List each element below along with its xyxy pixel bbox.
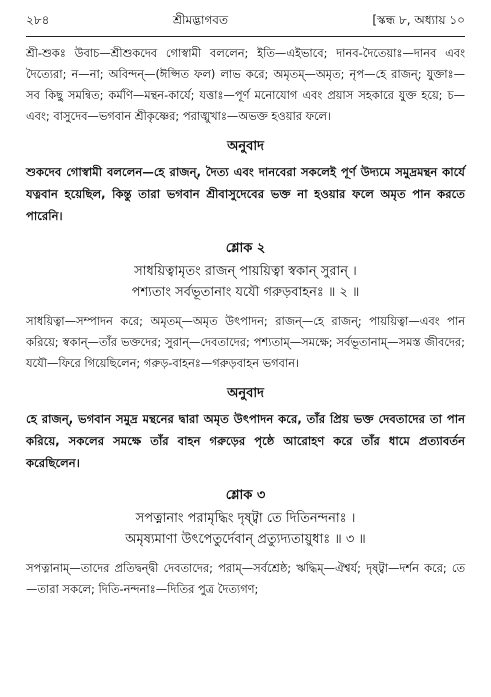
verse-2-line-2: পশ্যতাং সর্বভূতানাং যযৌ গরুড়বাহনঃ ॥ ২ ॥ xyxy=(131,285,360,300)
verse-3-line-2: অমৃষ্যমাণা উৎপেতুর্দেবান্ প্রত্যুদ্যতায়ুধাঃ ॥ ৩ ॥ xyxy=(125,532,366,547)
verse-2-title: শ্লোক ২ xyxy=(225,241,266,256)
word-gloss-1: শ্রী-শুকঃ উবাচ—শ্রীশুকদেব গোস্বামী বললেন; ইতি—এইভাবে; দানব-দৈতেয়াঃ—দানব এবং দৈত্যেরা; ন—না; অবিন্দন্—(ঈপ্সিত ফল) লাভ করে; অমৃতম্—অমৃত; নৃপ—হে রাজন্; যুক্তাঃ—সব কিছু সমন্বিত; কর্মণি—মন্থন-কার্যে; যত্তাঃ—পূর্ণ মনোযোগ এবং প্রয়াস সহকারে যুক্ত হয়ে; চ—এবং; বাসুদেব—ভগবান শ্রীকৃষ্ণের; পরাঙ্মুখাঃ—অভক্ত হওয়ার ফলে। xyxy=(26,46,465,123)
verse-3-line-1: সপত্নানাং পরামৃদ্ধিং দৃষ্ট্বা তে দিতিনন্দনাঃ । xyxy=(135,511,356,526)
word-gloss-3: সপত্নানাম্—তাদের প্রতিদ্বন্দ্বী দেবতাদের; পরাম্—সর্বশ্রেষ্ঠ; ঋদ্ধিম্—ঐশ্বর্য; দৃষ্ট্বা—দর্শন করে; তে—তারা সকলে; দিতি-নন্দনাঃ—দিতির পুত্র দৈত্যগণ; xyxy=(26,561,465,596)
verse-2-line-1: সাধয়িত্বামৃতং রাজন্ পায়য়িত্বা স্বকান্ সুরান্ । xyxy=(134,264,357,279)
running-header xyxy=(26,12,465,34)
verse-3 xyxy=(26,508,465,550)
verse-3-title: শ্লোক ৩ xyxy=(225,488,266,503)
translation-1: শুকদেব গোস্বামী বললেন—হে রাজন্, দৈত্য এবং দানবেরা সকলেই পূর্ণ উদ্যমে সমুদ্রমন্থন কার্যে যত্নবান হয়েছিল, কিন্তু তারা ভগবান শ্রীবাসুদেবের ভক্ত না হওয়ার ফলে অমৃত পান করতে পারেনি। xyxy=(26,165,465,223)
word-gloss-2: সাধয়িত্বা—সম্পাদন করে; অমৃতম্—অমৃত উৎপাদন; রাজন্—হে রাজন্; পায়য়িত্বা—এবং পান করিয়ে; স্বকান্—তাঁর ভক্তদের; সুরান্—দেবতাদের; পশ্যতাম্—সমক্ষে; সর্বভূতানাম্—সমস্ত জীবদের; যযৌ—ফিরে গিয়েছিলেন; গরুড়-বাহনঃ—গরুড়বাহন ভগবান। xyxy=(26,314,465,370)
book-title: শ্রীমদ্ভাগবত xyxy=(172,13,228,27)
verse-2 xyxy=(26,261,465,303)
translation-2: হে রাজন্, ভগবান সমুদ্র মন্থনের দ্বারা অমৃত উৎপাদন করে, তাঁর প্রিয় ভক্ত দেবতাদের তা পান করিয়ে, সকলের সমক্ষে তাঁর বাহন গরুড়ের পৃষ্ঠে আরোহণ করে তাঁর ধামে প্রত্যাবর্তন করেছিলেন। xyxy=(26,412,465,470)
page-number: ২৮৪ xyxy=(26,13,50,27)
translation-heading-2: অনুবাদ xyxy=(227,386,264,401)
canto-chapter: [স্কন্ধ ৮, অধ্যায় ১০ xyxy=(372,13,465,27)
translation-heading-1: অনুবাদ xyxy=(227,139,264,154)
header-rule xyxy=(26,36,465,37)
